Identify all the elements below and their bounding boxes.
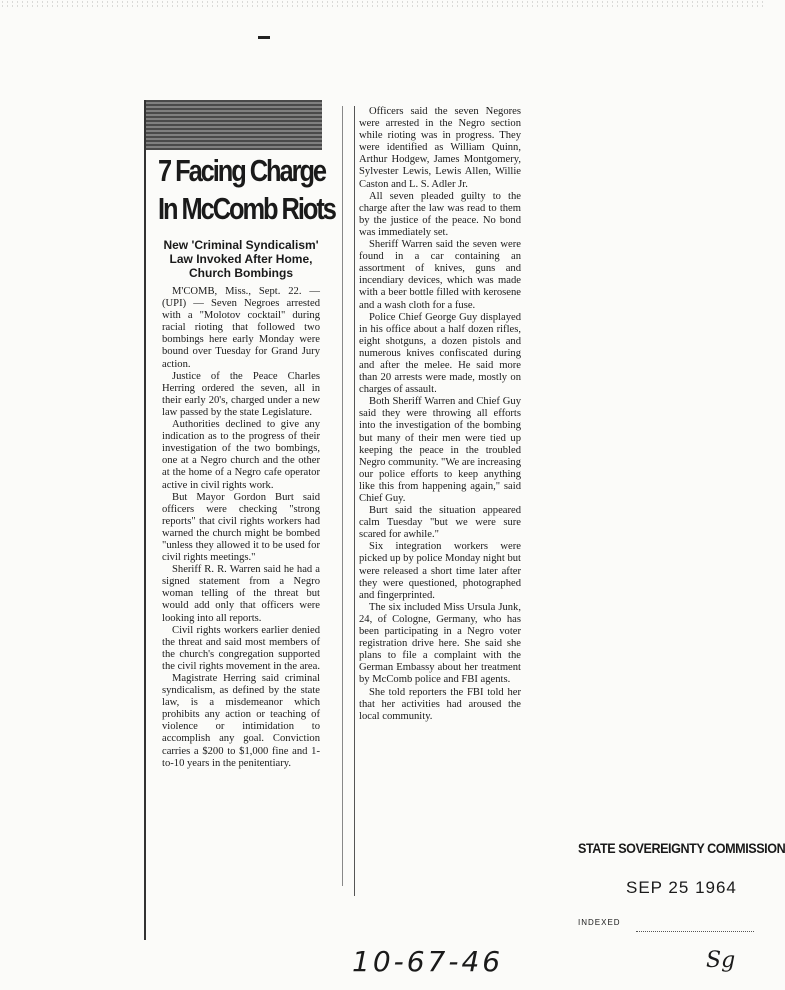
paragraph: Officers said the seven Negores were arrested in the Negro section while rioting was in progress. They were identified as William Quinn, Arthur Hodgew, James Montgomery, Sylvester Lewis, Lewis Allen, Willie Caston and L. S. Adler Jr. <box>359 106 521 190</box>
paragraph: But Mayor Gordon Burt said officers were checking "strong reports" that civil rights workers had warned the church might be bombed "unless they allowed it to be used for civil rights meetings." <box>162 491 320 564</box>
subhead-line-3: Church Bombings <box>189 266 293 280</box>
paragraph: Sheriff Warren said the seven were found in a car containing an assortment of knives, guns and incendiary devices, which was made with a beer bottle filled with kerosene and a wash cloth for a fuse. <box>359 239 521 311</box>
headline-line-1: 7 Facing Charge <box>158 153 326 188</box>
paragraph: Magistrate Herring said criminal syndicalism, as defined by the state law, is a misdemeanor which prohibits any action or teaching of violence or intimidation to accomplish any goal. Conviction carries a $200 to $1,000 fine and 1-to-10 years in the penitentiary. <box>162 673 320 769</box>
left-column <box>144 100 335 940</box>
stamp-date: SEP 25 1964 <box>626 878 737 897</box>
right-column-body <box>359 106 521 723</box>
handwritten-file-number: 10-67-46 <box>352 945 504 978</box>
left-column-body <box>162 286 320 770</box>
headline <box>158 152 335 228</box>
paragraph: Both Sheriff Warren and Chief Guy said they were throwing all efforts into the investigation of the bombing but many of their men were tied up keeping the peace in the troubled Negro community. "We are increasing our police efforts to keep anything like this from happening again," said Chief Guy. <box>359 396 521 504</box>
paragraph: Burt said the situation appeared calm Tuesday "but we were sure scared for awhile." <box>359 505 521 541</box>
right-column <box>354 106 523 896</box>
scan-mark <box>258 36 270 39</box>
paragraph: Authorities declined to give any indication as to the progress of their investigation of the two bombings, one at a Negro church and the other at the home of a Negro cafe operator active in civil rights work. <box>162 419 320 491</box>
subhead-line-1: New 'Criminal Syndicalism' <box>163 238 319 252</box>
paragraph: Sheriff R. R. Warren said he had a signed statement from a Negro woman telling of the threat but would add only that officers were looking into all reports. <box>162 564 320 624</box>
indexed-line <box>636 931 754 932</box>
paragraph: Police Chief George Guy displayed in his office about a half dozen rifles, eight shotguns, a dozen pistols and numerous knives confiscated during and after the melee. He said more than 20 arrests were made, mostly on charges of assault. <box>359 311 521 396</box>
paragraph: Civil rights workers earlier denied the threat and said most members of the church's congregation supported the civil rights movement in the area. <box>162 624 320 672</box>
headline-line-2: In McComb Riots <box>158 191 335 226</box>
clipping-top-band <box>146 100 322 150</box>
subheadline <box>160 238 322 280</box>
newspaper-clipping <box>144 100 524 940</box>
paragraph: She told reporters the FBI told her that her activities had aroused the local community. <box>359 686 521 722</box>
paragraph: Justice of the Peace Charles Herring ordered the seven, all in their early 20's, charged under a new law passed by the state Legislature. <box>162 370 320 418</box>
indexed-label: INDEXED <box>578 918 621 927</box>
stamp-title: STATE SOVEREIGNTY COMMISSION <box>578 840 785 856</box>
paragraph: M'COMB, Miss., Sept. 22. — (UPI) — Seven Negroes arrested with a "Molotov cocktail" during racial rioting that followed two bombings here early Monday were bound over Tuesday for Grand Jury action. <box>162 286 320 370</box>
column-divider <box>342 106 343 886</box>
handwritten-initials: Sg <box>706 948 736 973</box>
paragraph: The six included Miss Ursula Junk, 24, of Cologne, Germany, who has been participating in a Negro voter registration drive here. She said she plans to file a complaint with the German Embassy about her treatment by McComb police and FBI agents. <box>359 601 521 686</box>
commission-stamp <box>578 840 785 920</box>
paragraph: Six integration workers were picked up by police Monday night but were released a short time later after they were questioned, photographed and fingerprinted. <box>359 541 521 601</box>
subhead-line-2: Law Invoked After Home, <box>169 252 313 266</box>
paragraph: All seven pleaded guilty to the charge after the law was read to them by the justice of the peace. No bond was immediately set. <box>359 190 521 238</box>
scan-edge-noise <box>0 0 763 8</box>
